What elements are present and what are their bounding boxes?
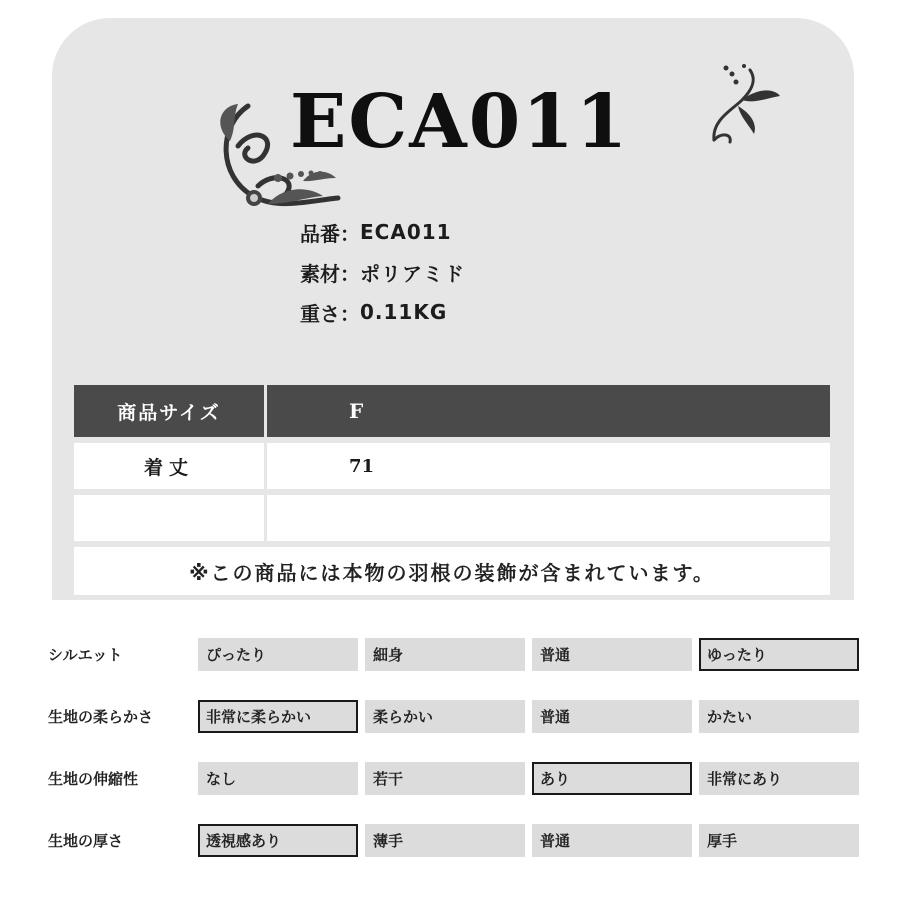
- feather-notice: ※この商品には本物の羽根の装飾が含まれています。: [74, 547, 830, 595]
- spec-list: [300, 212, 465, 332]
- size-row-label: [74, 495, 267, 541]
- spec-line: [300, 292, 465, 332]
- table-row: [74, 495, 830, 541]
- size-table-header: [74, 385, 830, 437]
- attribute-row-softness: [48, 698, 868, 734]
- attribute-label: 生地の厚さ: [48, 831, 124, 850]
- size-header-label: 商品サイズ: [74, 385, 267, 437]
- attribute-option: ゆったり: [699, 638, 859, 671]
- attribute-option: 非常に柔らかい: [198, 700, 358, 733]
- attribute-row-stretch: [48, 760, 868, 796]
- table-row: [74, 443, 830, 489]
- attribute-option: なし: [198, 762, 358, 795]
- attribute-option: 普通: [532, 700, 692, 733]
- attribute-option: 非常にあり: [699, 762, 859, 795]
- size-table: [74, 385, 830, 595]
- spec-line: [300, 212, 465, 252]
- size-row-label: 着丈: [74, 443, 267, 489]
- fabric-attributes: [48, 636, 868, 884]
- spec-value: ポリアミド: [360, 261, 465, 286]
- attribute-label: 生地の伸縮性: [48, 769, 139, 788]
- attribute-option: ぴったり: [198, 638, 358, 671]
- attribute-option: あり: [532, 762, 692, 795]
- attribute-option: 細身: [365, 638, 525, 671]
- product-title: ECA011: [290, 79, 630, 165]
- attribute-row-silhouette: [48, 636, 868, 672]
- attribute-option: 柔らかい: [365, 700, 525, 733]
- attribute-option: 薄手: [365, 824, 525, 857]
- spec-label: 品番：: [300, 221, 360, 246]
- attribute-option: 若干: [365, 762, 525, 795]
- spec-label: 素材：: [300, 261, 360, 286]
- attribute-option: 普通: [532, 638, 692, 671]
- spec-value: ECA011: [360, 220, 452, 244]
- attribute-label: シルエット: [48, 645, 123, 664]
- attribute-label: 生地の柔らかさ: [48, 707, 154, 726]
- attribute-row-thickness: [48, 822, 868, 858]
- attribute-option: かたい: [699, 700, 859, 733]
- spec-label: 重さ：: [300, 301, 360, 326]
- attribute-option: 厚手: [699, 824, 859, 857]
- size-row-value: 71: [349, 455, 375, 477]
- attribute-option: 透視感あり: [198, 824, 358, 857]
- spec-value: 0.11KG: [360, 300, 448, 324]
- attribute-option: 普通: [532, 824, 692, 857]
- spec-line: [300, 252, 465, 292]
- size-row-value: [267, 495, 830, 541]
- size-header-value: F: [349, 399, 364, 423]
- floral-flourish-icon: [702, 60, 782, 150]
